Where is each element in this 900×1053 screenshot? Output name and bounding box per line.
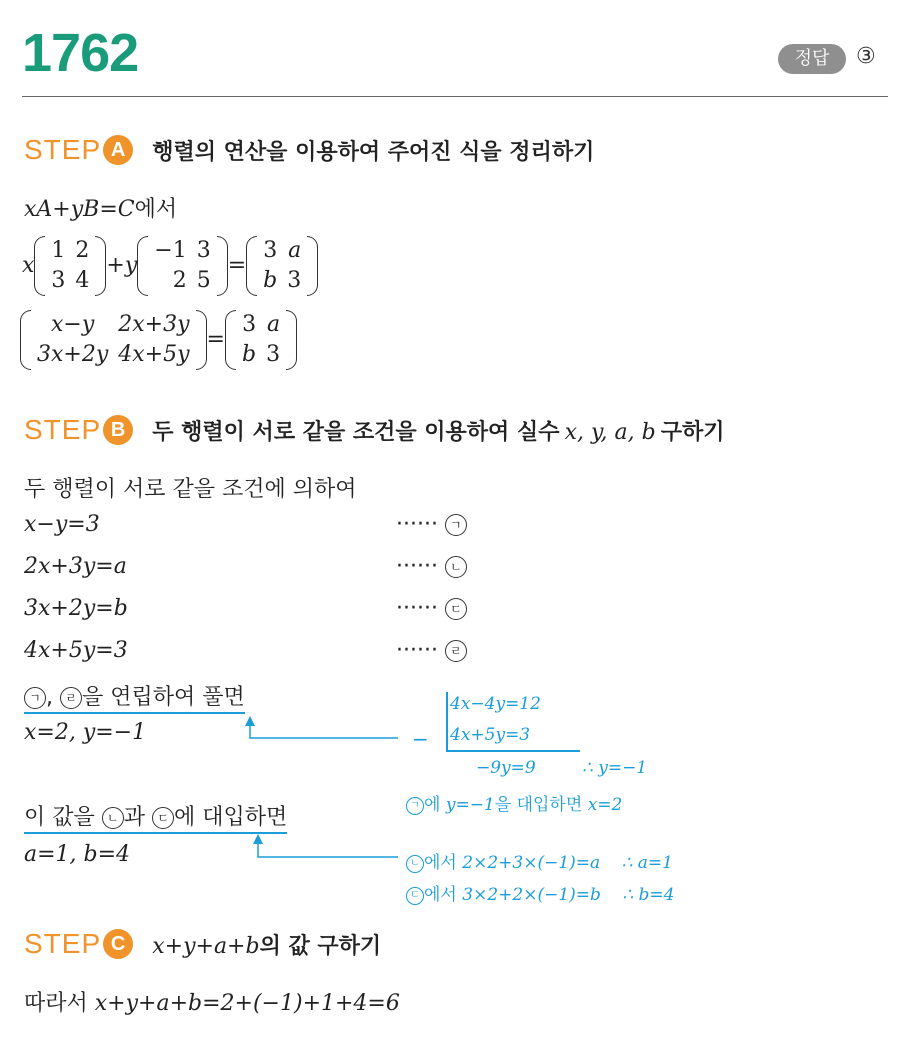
- step-a-label: STEP: [24, 134, 102, 165]
- matrix-cell: 3: [51, 268, 66, 293]
- dots: ······: [396, 512, 438, 537]
- equals: =: [206, 327, 225, 352]
- calc2-res: ∴ b=4: [622, 885, 675, 905]
- step-b-label: STEP: [24, 414, 102, 445]
- result-a-b: a=1, b=4: [24, 842, 131, 867]
- calc2-expr: 3×2+2×(−1)=b: [462, 885, 601, 905]
- calc1-text: 에서: [424, 853, 457, 873]
- matrix-cell: 2x+3y: [118, 312, 190, 337]
- dots: ······: [396, 554, 438, 579]
- circled-mark: ㄴ: [445, 556, 467, 578]
- step-c-badge: C: [103, 929, 133, 959]
- arrow-1-line: [250, 724, 398, 738]
- equation-2: 2x+3y=a: [24, 554, 127, 579]
- matrix-cell: b: [263, 268, 278, 293]
- final-math: x+y+a+b=2+(−1)+1+4=6: [94, 991, 400, 1016]
- scalar-x: x: [22, 253, 35, 278]
- matrix-cell: 5: [196, 268, 211, 293]
- final-line: [24, 986, 400, 1017]
- step-c-title-suffix: 의 값 구하기: [259, 934, 382, 959]
- answer-badge: 정답: [778, 44, 846, 74]
- matrix-cell: 3: [266, 342, 281, 367]
- note-b: 을 대입하면: [494, 795, 583, 815]
- step-c-heading: [24, 928, 381, 960]
- matrix-cell: 2: [75, 238, 90, 263]
- dots: ······: [396, 638, 438, 663]
- calc1-expr: 2×2+3×(−1)=a: [462, 853, 601, 873]
- matrix-cell: 4x+5y: [118, 342, 190, 367]
- step-b-title-prefix: 두 행렬이 서로 같을 조건을 이용하여 실수: [152, 420, 560, 445]
- sub-suffix: 에 대입하면: [174, 805, 288, 830]
- equation-3: 3x+2y=b: [24, 596, 128, 621]
- step-c-label: STEP: [24, 928, 102, 959]
- circled-mark: ㄱ: [24, 687, 46, 709]
- matrix-cell: −1: [154, 238, 187, 263]
- step-a-title: 행렬의 연산을 이용하여 주어진 식을 정리하기: [152, 140, 595, 165]
- arrow-2-head: [253, 834, 263, 844]
- problem-number: 1762: [22, 23, 139, 83]
- matrix-cell: a: [266, 312, 281, 337]
- circled-mark: ㄴ: [102, 807, 124, 829]
- circled-mark: ㄷ: [406, 887, 424, 905]
- step-b-intro: 두 행렬이 서로 같을 조건에 의하여: [24, 477, 357, 502]
- calc-row2: 4x+5y=3: [450, 725, 531, 745]
- step-b-title-vars: x, y, a, b: [564, 420, 656, 445]
- calc1-res: ∴ a=1: [621, 853, 673, 873]
- matrix-cell: x−y: [50, 312, 95, 337]
- calc-row3-therefore: ∴ y=−1: [582, 758, 648, 778]
- plus-y: +y: [106, 253, 138, 278]
- matrix-cell: 3: [242, 312, 257, 337]
- matrix-cell: 4: [75, 268, 90, 293]
- sub-mid: 과: [123, 805, 146, 830]
- note-a: 에: [424, 795, 441, 815]
- sub-prefix: 이 값을: [24, 805, 95, 830]
- step-b-title-suffix: 구하기: [660, 420, 725, 445]
- step-b-badge: B: [103, 415, 133, 445]
- matrix-cell: 3x+2y: [37, 342, 109, 367]
- final-prefix: 따라서: [24, 991, 88, 1016]
- matrix-cell: 3: [196, 238, 211, 263]
- equation-1: x−y=3: [24, 512, 100, 537]
- circled-mark: ㄹ: [445, 640, 467, 662]
- equation-4: 4x+5y=3: [24, 638, 128, 663]
- calc-row3: −9y=9: [476, 758, 536, 778]
- arrow-1-head: [245, 716, 255, 726]
- answer-value: ③: [856, 44, 876, 69]
- matrix-cell: 3: [287, 268, 302, 293]
- circled-mark: ㄱ: [406, 797, 424, 815]
- note-math1: y=−1: [445, 795, 495, 815]
- circled-mark: ㄷ: [445, 598, 467, 620]
- circled-mark: ㄷ: [152, 807, 174, 829]
- calc2-text: 에서: [424, 885, 457, 905]
- step-c-title-math: x+y+a+b: [152, 934, 260, 959]
- matrix-cell: b: [241, 342, 257, 367]
- circled-mark: ㄴ: [406, 855, 424, 873]
- calc-minus: −: [412, 727, 429, 751]
- solve-text: 을 연립하여 풀면: [82, 685, 245, 710]
- result-x-y: x=2, y=−1: [24, 720, 147, 745]
- line1-suffix: 에서: [134, 197, 178, 222]
- equals: =: [227, 253, 247, 278]
- matrix-cell: a: [288, 238, 302, 263]
- arrow-2-line: [258, 842, 398, 857]
- matrix-cell: 1: [51, 238, 66, 263]
- note-math2: x=2: [587, 795, 623, 815]
- matrix-cell: 3: [263, 238, 278, 263]
- equation-xA-yB-C: xA+yB=C: [24, 197, 135, 222]
- matrix-cell: 2: [172, 268, 187, 293]
- separator: ,: [46, 685, 53, 710]
- step-a-badge: A: [103, 135, 133, 165]
- circled-mark: ㄱ: [445, 514, 467, 536]
- dots: ······: [396, 596, 438, 621]
- circled-mark: ㄹ: [60, 687, 82, 709]
- calc-row1: 4x−4y=12: [450, 694, 541, 714]
